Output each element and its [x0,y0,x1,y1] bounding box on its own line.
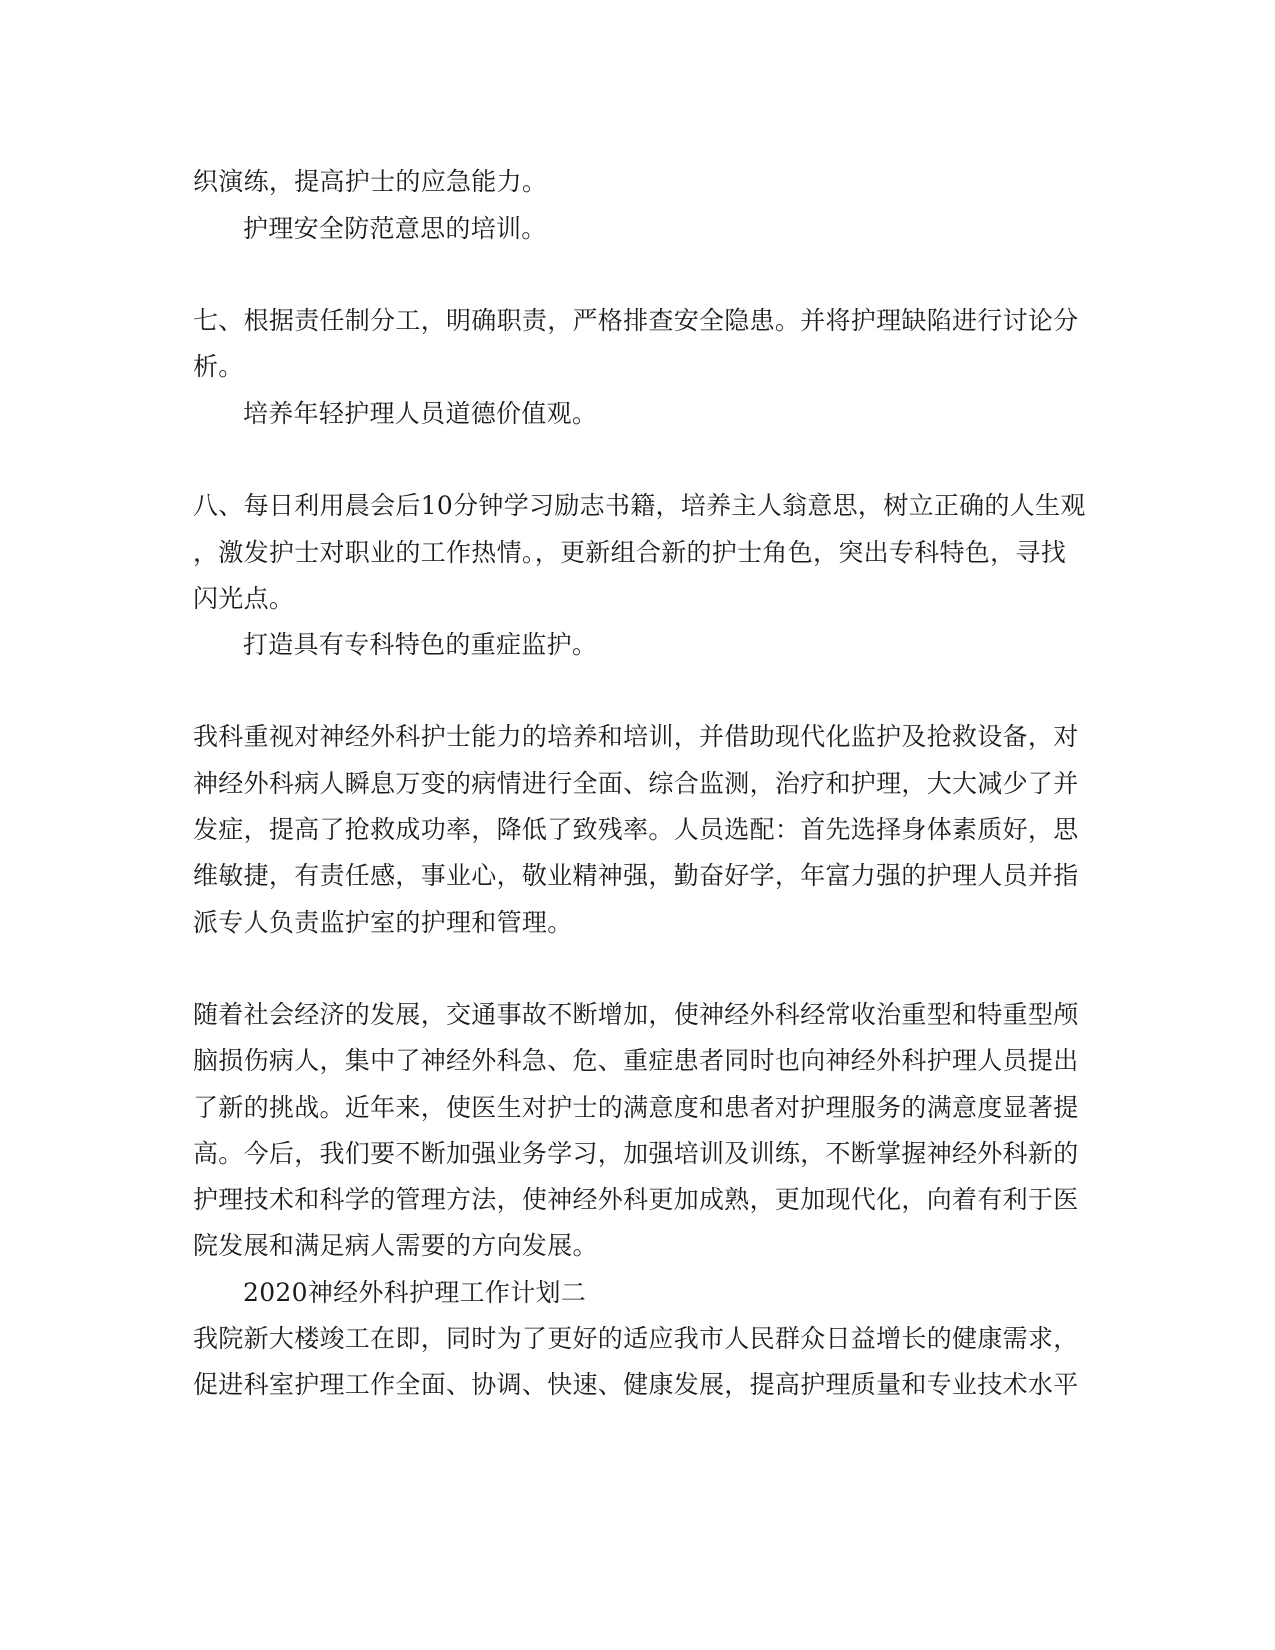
section-heading: 打造具有专科特色的重症监护。 [243,630,598,659]
paragraph-line: 了新的挑战。近年来，使医生对护士的满意度和患者对护理服务的满意度显著提 [193,1093,1079,1122]
paragraph-line: ，激发护士对职业的工作热情。，更新组合新的护士角色，突出专科特色，寻找 [193,538,1067,567]
paragraph-line: 七、根据责任制分工，明确职责，严格排查安全隐患。并将护理缺陷进行讨论分 [193,306,1079,335]
paragraph-line: 我科重视对神经外科护士能力的培养和培训，并借助现代化监护及抢救设备，对 [193,722,1079,751]
paragraph-line: 神经外科病人瞬息万变的病情进行全面、综合监测，治疗和护理，大大减少了并 [193,769,1079,798]
paragraph-line: 维敏捷，有责任感，事业心，敬业精神强，勤奋好学，年富力强的护理人员并指 [193,861,1079,890]
paragraph-line: 护理技术和科学的管理方法，使神经外科更加成熟，更加现代化，向着有利于医 [193,1185,1079,1214]
paragraph-line: 析。 [193,352,244,381]
paragraph-line: 织演练，提高护士的应急能力。 [193,167,548,196]
paragraph-line: 闪光点。 [193,584,295,613]
paragraph-line: 随着社会经济的发展，交通事故不断增加，使神经外科经常收治重型和特重型颅 [193,1000,1079,1029]
section-heading: 护理安全防范意思的培训。 [243,214,547,243]
section-heading: 培养年轻护理人员道德价值观。 [243,399,598,428]
section-title: 2020神经外科护理工作计划二 [243,1278,587,1307]
paragraph-line: 八、每日利用晨会后10分钟学习励志书籍，培养主人翁意思，树立正确的人生观 [193,491,1086,520]
paragraph-line: 促进科室护理工作全面、协调、快速、健康发展，提高护理质量和专业技术水平 [193,1370,1079,1399]
paragraph-line: 我院新大楼竣工在即，同时为了更好的适应我市人民群众日益增长的健康需求， [193,1324,1079,1353]
paragraph-line: 发症，提高了抢救成功率，降低了致残率。人员选配：首先选择身体素质好，思 [193,815,1079,844]
paragraph-line: 脑损伤病人，集中了神经外科急、危、重症患者同时也向神经外科护理人员提出 [193,1046,1079,1075]
paragraph-line: 院发展和满足病人需要的方向发展。 [193,1231,598,1260]
paragraph-line: 派专人负责监护室的护理和管理。 [193,908,573,937]
paragraph-line: 高。今后，我们要不断加强业务学习，加强培训及训练，不断掌握神经外科新的 [193,1139,1079,1168]
